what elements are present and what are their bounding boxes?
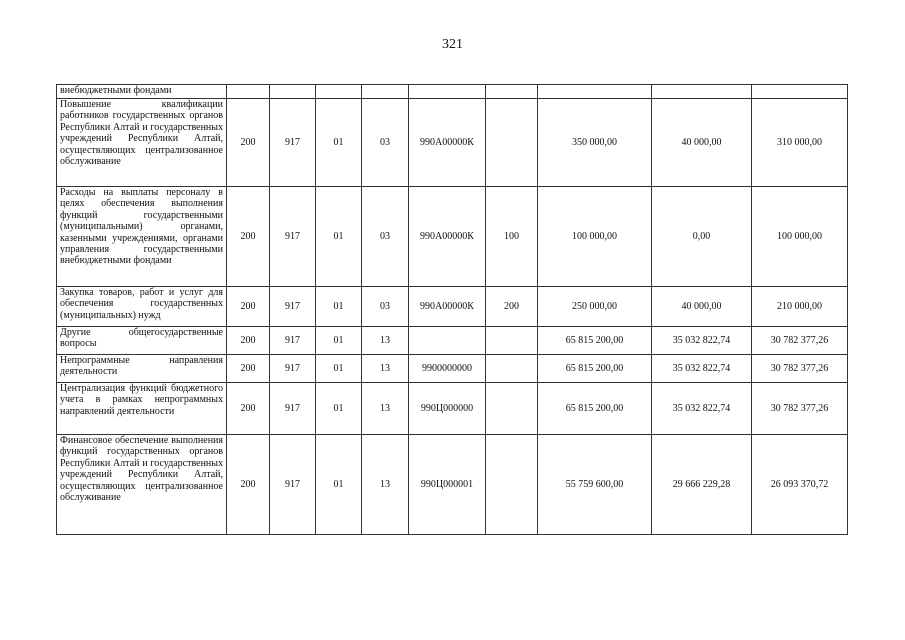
- table-row: [57, 287, 848, 327]
- cell-target: 990А00000К: [409, 99, 486, 187]
- cell-amount: 250 000,00: [538, 287, 652, 327]
- cell-ministry: 917: [270, 383, 316, 435]
- cell-admin: 200: [227, 355, 270, 383]
- cell-target: 990А00000К: [409, 287, 486, 327]
- cell-ministry: 917: [270, 355, 316, 383]
- cell-amount-2: [652, 85, 752, 99]
- cell-target: 990Ц000001: [409, 435, 486, 535]
- cell-amount-3: 26 093 370,72: [752, 435, 848, 535]
- cell-amount: 65 815 200,00: [538, 327, 652, 355]
- cell-expense: [486, 99, 538, 187]
- cell-subsection: [362, 85, 409, 99]
- cell-admin: 200: [227, 435, 270, 535]
- table-row: [57, 355, 848, 383]
- table-row: [57, 435, 848, 535]
- cell-amount-2: 35 032 822,74: [652, 383, 752, 435]
- cell-target: [409, 85, 486, 99]
- cell-expense: [486, 383, 538, 435]
- cell-amount: 65 815 200,00: [538, 383, 652, 435]
- cell-subsection: 03: [362, 99, 409, 187]
- cell-section: 01: [316, 355, 362, 383]
- cell-admin: 200: [227, 327, 270, 355]
- cell-admin: 200: [227, 383, 270, 435]
- cell-section: 01: [316, 383, 362, 435]
- cell-admin: [227, 85, 270, 99]
- cell-target: 990А00000К: [409, 187, 486, 287]
- row-description: внебюджетными фондами: [57, 85, 227, 99]
- cell-amount-3: 30 782 377,26: [752, 355, 848, 383]
- cell-amount: 100 000,00: [538, 187, 652, 287]
- cell-expense: [486, 435, 538, 535]
- row-description: Закупка товаров, работ и услуг для обеспечения государственных (муниципальных) нужд: [57, 287, 227, 327]
- cell-amount-2: 35 032 822,74: [652, 355, 752, 383]
- cell-section: 01: [316, 187, 362, 287]
- row-description: Непрограммные направления деятельности: [57, 355, 227, 383]
- cell-section: 01: [316, 287, 362, 327]
- cell-admin: 200: [227, 187, 270, 287]
- cell-subsection: 13: [362, 383, 409, 435]
- cell-ministry: [270, 85, 316, 99]
- cell-amount-3: 100 000,00: [752, 187, 848, 287]
- cell-amount-3: 30 782 377,26: [752, 327, 848, 355]
- table-row: [57, 99, 848, 187]
- row-description: Финансовое обеспечение выполнения функций государственных органов Республики Алтай и государственных учреждений Республики Алтай, осуществляющих централизованное обслуживание: [57, 435, 227, 535]
- cell-amount-2: 35 032 822,74: [652, 327, 752, 355]
- table-row: [57, 383, 848, 435]
- cell-amount-3: [752, 85, 848, 99]
- cell-subsection: 03: [362, 187, 409, 287]
- cell-target: 9900000000: [409, 355, 486, 383]
- cell-amount: 55 759 600,00: [538, 435, 652, 535]
- cell-subsection: 13: [362, 327, 409, 355]
- cell-target: [409, 327, 486, 355]
- cell-section: 01: [316, 99, 362, 187]
- cell-subsection: 13: [362, 435, 409, 535]
- cell-expense: [486, 327, 538, 355]
- cell-amount-2: 40 000,00: [652, 99, 752, 187]
- row-description: Другие общегосударственные вопросы: [57, 327, 227, 355]
- cell-section: 01: [316, 435, 362, 535]
- cell-ministry: 917: [270, 99, 316, 187]
- cell-subsection: 03: [362, 287, 409, 327]
- cell-amount: [538, 85, 652, 99]
- table-row: [57, 85, 848, 99]
- cell-ministry: 917: [270, 287, 316, 327]
- cell-expense: [486, 85, 538, 99]
- budget-table: [56, 84, 848, 535]
- cell-amount-3: 210 000,00: [752, 287, 848, 327]
- cell-amount-3: 30 782 377,26: [752, 383, 848, 435]
- cell-amount-2: 29 666 229,28: [652, 435, 752, 535]
- cell-admin: 200: [227, 99, 270, 187]
- cell-ministry: 917: [270, 435, 316, 535]
- table-row: [57, 327, 848, 355]
- row-description: Централизация функций бюджетного учета в рамках непрограммных направлений деятельности: [57, 383, 227, 435]
- cell-amount-3: 310 000,00: [752, 99, 848, 187]
- cell-amount-2: 0,00: [652, 187, 752, 287]
- cell-section: [316, 85, 362, 99]
- cell-expense: 100: [486, 187, 538, 287]
- cell-expense: [486, 355, 538, 383]
- row-description: Повышение квалификации работников государственных органов Республики Алтай и государственных учреждений Республики Алтай, осуществляющих централизованное обслуживание: [57, 99, 227, 187]
- cell-amount: 65 815 200,00: [538, 355, 652, 383]
- cell-amount: 350 000,00: [538, 99, 652, 187]
- cell-subsection: 13: [362, 355, 409, 383]
- cell-expense: 200: [486, 287, 538, 327]
- cell-section: 01: [316, 327, 362, 355]
- row-description: Расходы на выплаты персоналу в целях обеспечения выполнения функций государственными (муниципальными) органами, казенными учреждениями, органами управления государственными внебюджетными фондами: [57, 187, 227, 287]
- cell-admin: 200: [227, 287, 270, 327]
- cell-amount-2: 40 000,00: [652, 287, 752, 327]
- cell-target: 990Ц000000: [409, 383, 486, 435]
- cell-ministry: 917: [270, 327, 316, 355]
- page-number: 321: [442, 37, 463, 52]
- table-row: [57, 187, 848, 287]
- cell-ministry: 917: [270, 187, 316, 287]
